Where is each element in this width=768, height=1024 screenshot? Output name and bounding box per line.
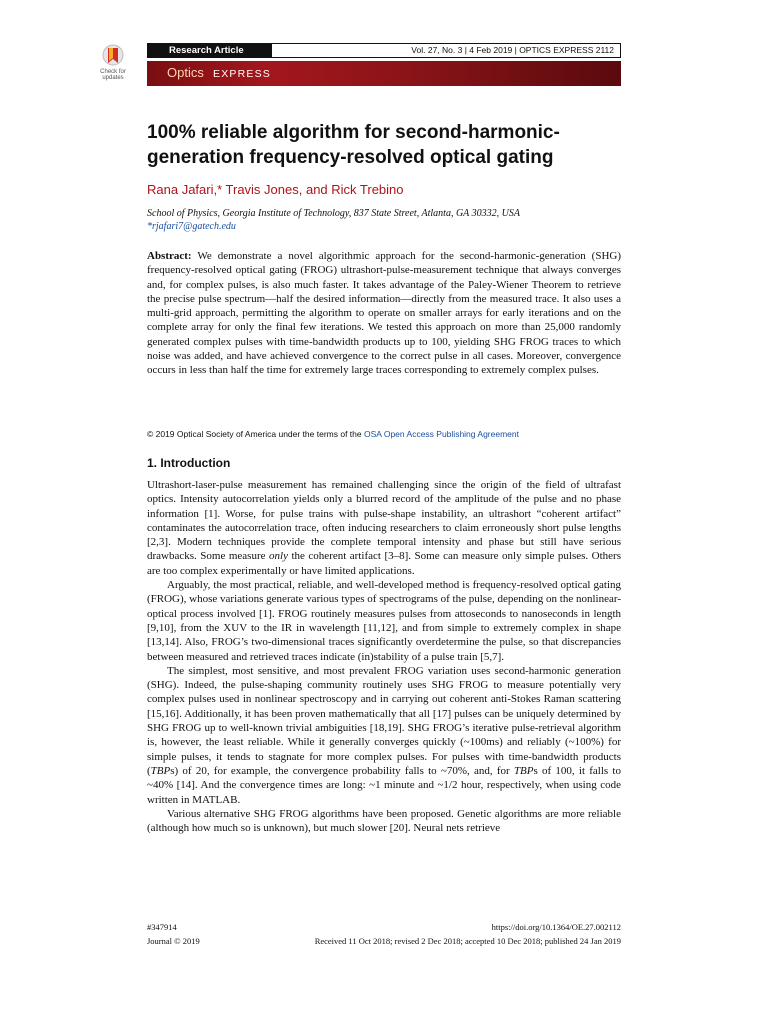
abstract-label: Abstract: — [147, 250, 192, 262]
abstract — [147, 249, 621, 378]
manuscript-id: #347914 — [147, 922, 177, 932]
body-text — [147, 478, 621, 835]
bookmark-icon — [102, 43, 124, 69]
paragraph-1-text-b: the coherent artifact [3–8]. Some can measure only simple pulses. Others are too complex experimentally or have limited applications. — [147, 550, 621, 577]
tbp-term-1: TBP — [150, 764, 171, 777]
affiliation: School of Physics, Georgia Institute of Technology, 837 State Street, Atlanta, GA 30332, USA — [147, 208, 520, 219]
journal-info: Vol. 27, No. 3 | 4 Feb 2019 | OPTICS EXPRESS 2112 — [271, 43, 621, 58]
check-for-updates-badge[interactable] — [92, 43, 134, 89]
tbp-term-2: TBP — [513, 764, 534, 777]
copyright-text: © 2019 Optical Society of America under the terms of the — [147, 429, 362, 439]
badge-label-2: updates — [102, 75, 124, 81]
copyright-notice — [147, 429, 627, 439]
paragraph-3-text-a: The simplest, most sensitive, and most prevalent FROG variation uses second-harmonic generation (SHG). Indeed, the pulse-shaping community routinely uses SHG FROG to measure potentially very complex pulses used in nonlinear spectroscopy and in carrying out coherent anti-Stokes Raman scattering [15,16]. Additionally, it has been proven mathematically that all [17] pulses can be uniquely determined by SHG FROG up to well-known trivial ambiguities [18,19]. SHG FROG’s iterative pulse-retrieval algorithm is, however, the least reliable. While it generally converges quickly (~100ms) and reliably (~100%) for simple pulses, it tends to stagnate for more complex pulses. For pulses with time-bandwidth products ( — [147, 664, 621, 777]
paragraph-2: Arguably, the most practical, reliable, and well-developed method is frequency-resolved optical gating (FROG), whose variations generate various types of spectrograms of the pulse, depending on the nonlinear-optical process involved [1]. FROG routinely measures pulses from attoseconds to nanoseconds in length [9,10], from the XUV to the IR in wavelength [11,12], and from simple to extremely complex in shape [13,14]. Also, FROG’s two-dimensional traces significantly overdetermine the pulse, so that discrepancies between measured and retrieved traces indicate (in)stability of a pulse train [5,7]. — [147, 579, 621, 663]
brand-optics: Optics — [167, 65, 204, 80]
paragraph-1-text-a: Ultrashort-laser-pulse measurement has remained challenging since the origin of the field of ultrafast optics. Intensity autocorrelation yields only a blurred record of the amplitude of the pulse and no phase information [1]. Worse, for pulse trains with pulse-shape instability, an ultrashort “coherent artifact” contaminates the autocorrelation trace, often inducing researchers to claim erroneously short pulse lengths [2,3]. Modern techniques provide the complete temporal intensity and phase but still have serious drawbacks. Some measure — [147, 479, 621, 563]
paragraph-3-text-b: s) of 20, for example, the convergence probability falls to ~70%, and, for — [170, 764, 510, 777]
paragraph-1-emphasis: only — [269, 550, 288, 563]
paragraph-1 — [147, 478, 621, 578]
footer-row-2 — [147, 936, 621, 946]
badge-label-1: Check for — [100, 69, 126, 75]
publication-dates: Received 11 Oct 2018; revised 2 Dec 2018; accepted 10 Dec 2018; published 24 Jan 2019 — [314, 936, 621, 946]
journal-banner — [147, 61, 621, 86]
journal-copyright: Journal © 2019 — [147, 936, 200, 946]
open-access-agreement-link[interactable]: OSA Open Access Publishing Agreement — [364, 429, 519, 439]
author-email-link[interactable]: *rjafari7@gatech.edu — [147, 221, 236, 232]
abstract-text: We demonstrate a novel algorithmic approach for the second-harmonic-generation (SHG) frequency-resolved optical gating (FROG) ultrashort-pulse-measurement technique that always converges and, for complex pulses, is also much faster. It takes advantage of the Paley-Wiener Theorem to retrieve the precise pulse spectrum—half the desired information—directly from the measured trace. It also uses a multi-grid approach, permitting the algorithm to operate on smaller arrays for early iterations and on the complete array for only the final few iterations. We tested this approach on more than 25,000 randomly generated complex pulses with time-bandwidth products up to 100, yielding SHG FROG traces to which noise was added, and have achieved convergence to the correct pulse in all cases. Moreover, convergence occurs in less than half the time for extremely large traces corresponding to extremely complex pulses. — [147, 250, 621, 377]
footer-row-1 — [147, 922, 621, 932]
author-list: Rana Jafari,* Travis Jones, and Rick Trebino — [147, 182, 404, 197]
paragraph-4: Various alternative SHG FROG algorithms have been proposed. Genetic algorithms are more reliable (although how much so is unknown), but much slower [20]. Neural nets retrieve — [147, 807, 621, 835]
paper-title: 100% reliable algorithm for second-harmonic-generation frequency-resolved optical gating — [147, 122, 560, 168]
article-type-label: Research Article — [147, 43, 271, 58]
doi-link[interactable]: https://doi.org/10.1364/OE.27.002112 — [491, 922, 621, 932]
paragraph-3-text-c: s of 100, it falls to ~40% [14]. And the convergence times are long: ~1 minute and ~1/2 hour, respectively, when using code written in MATLAB. — [147, 764, 621, 806]
paragraph-3 — [147, 664, 621, 807]
affiliation-block — [147, 207, 627, 233]
section-heading-introduction: 1. Introduction — [147, 456, 231, 470]
brand-express: EXPRESS — [213, 68, 272, 80]
